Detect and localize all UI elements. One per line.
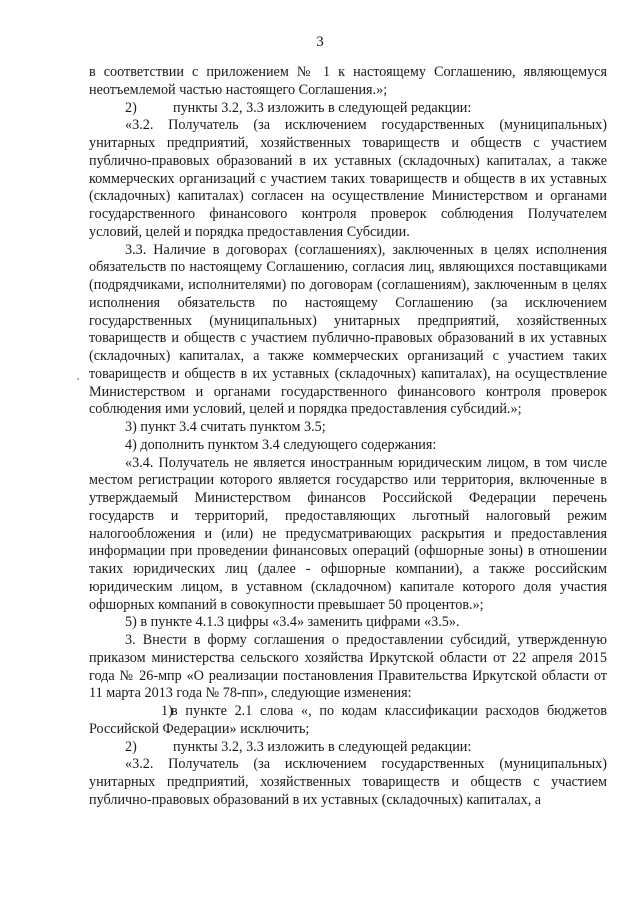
paragraph-3-4: «3.4. Получатель не является иностранным юридическим лицом, в том числе местом регистрации которого является государство или территория, включенные в утверждаемый Министерством финансов Российской Федерации перечень государств и территорий, предоставляющих льготный налоговый режим налогообложения и (или) не предусматривающих раскрытия и предоставления информации при проведении финансовых операций (офшорные зоны) в отношении таких юридических лиц (далее - офшорные компании), а также российским юридическим лицом, в уставном (складочном) капитале которого доля участия офшорных компаний в совокупности превышает 50 процентов.»; xyxy=(89,454,607,613)
margin-mark xyxy=(77,378,79,380)
paragraph-section-3: 3. Внести в форму соглашения о предоставлении субсидий, утвержденную приказом министерства сельского хозяйства Иркутской области от 22 апреля 2015 года № 26-мпр «О реализации постановления Правительства Иркутской области от 11 марта 2013 года № 78-пп», следующие изменения: xyxy=(89,632,607,702)
list-item-5: 5) в пункте 4.1.3 цифры «3.4» заменить цифрами «3.5». xyxy=(125,614,460,631)
page-number: 3 xyxy=(316,34,324,50)
list-item-4: 4) дополнить пунктом 3.4 следующего содержания: xyxy=(125,436,437,453)
paragraph-3-2b: «3.2. Получатель (за исключением государственных (муниципальных) унитарных предприятий, хозяйственных товариществ и обществ с участием публично-правовых образований в их уставных (складочных) капиталах, а xyxy=(89,756,607,808)
list-number: 2) xyxy=(125,99,137,116)
paragraph-3-3: 3.3. Наличие в договорах (соглашениях), заключенных в целях исполнения обязательств по настоящему Соглашению, согласия лиц, являющихся поставщиками (подрядчиками, исполнителями) по договорам (соглашениям), заключенным в целях исполнения обязательств по настоящему Соглашению (за исключением государственных (муниципальных) унитарных предприятий, хозяйственных товариществ и обществ с участием публично-правовых образований в их уставных (складочных) капиталах, а также коммерческих организаций с участием таких товариществ и обществ в их уставных (складочных) капиталах), на осуществление Министерством и органами государственного финансового контроля проверок соблюдения ими условий, целей и порядка предоставления субсидий.»; xyxy=(89,241,607,418)
paragraph-continuation: в соответствии с приложением № 1 к настоящему Соглашению, являющемуся неотъемлемой частью настоящего Соглашения.»; xyxy=(89,64,607,98)
list-text: пункты 3.2, 3.3 изложить в следующей редакции: xyxy=(173,738,472,755)
list-text: в пункте 2.1 слова «, по кодам классификации расходов бюджетов Российской Федерации» исключить; xyxy=(89,703,607,737)
list-item-2b xyxy=(89,739,607,757)
list-item-1 xyxy=(89,703,607,739)
list-number: 1) xyxy=(161,703,173,719)
list-item-3: 3) пункт 3.4 считать пунктом 3.5; xyxy=(125,419,326,435)
document-body xyxy=(89,64,607,810)
paragraph-3-2: «3.2. Получатель (за исключением государственных (муниципальных) унитарных предприятий, хозяйственных товариществ и обществ с участием публично-правовых образований в их уставных (складочных) капиталах, а также коммерческих организаций с участием таких товариществ и обществ в их уставных (складочных) капиталах) согласен на осуществление Министерством и органами государственного финансового контроля проверок соблюдения Получателем условий, целей и порядка предоставления Субсидии. xyxy=(89,117,607,240)
list-number: 2) xyxy=(125,738,137,755)
list-item-2 xyxy=(89,100,607,118)
list-text: пункты 3.2, 3.3 изложить в следующей редакции: xyxy=(173,99,472,116)
